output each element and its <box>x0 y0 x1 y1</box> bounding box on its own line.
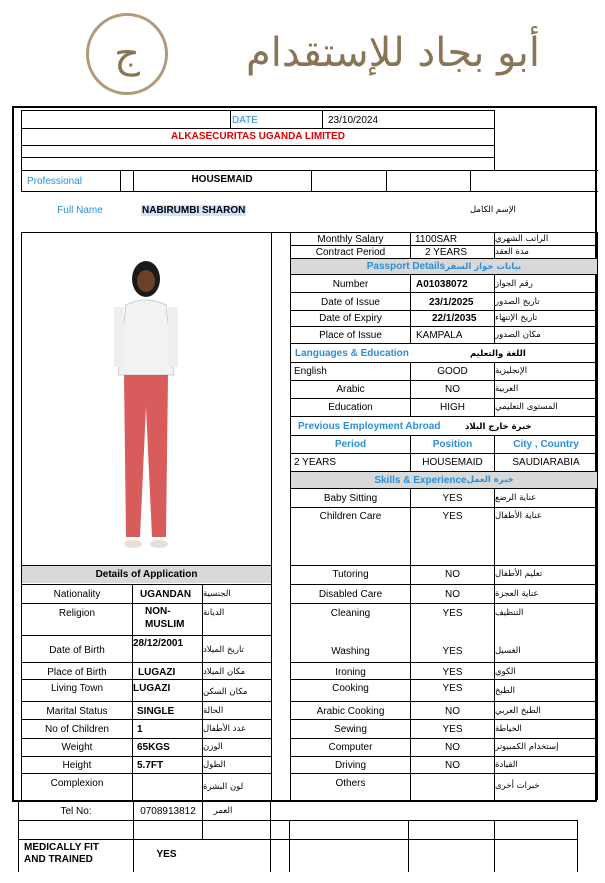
skill-label: Cooking <box>332 682 369 694</box>
app-value: 28/12/2001 <box>133 637 184 649</box>
skill-arabic: عناية العجزة <box>495 589 539 599</box>
skills-header: Skills & Experience خبرة العمل <box>291 472 597 488</box>
app-label: Date of Birth <box>49 644 105 656</box>
skill-label: Children Care <box>319 510 382 522</box>
skill-value: YES <box>442 682 463 694</box>
app-value <box>137 776 202 790</box>
app-label: Marital Status <box>46 705 108 717</box>
skill-value: NO <box>445 588 460 600</box>
medical-value: YES <box>156 848 177 860</box>
skill-value: NO <box>445 705 460 717</box>
employment-period: 2 YEARS <box>294 456 337 468</box>
skill-arabic: الغسيل <box>495 646 521 656</box>
skill-arabic: التنظيف <box>495 608 524 618</box>
app-value: LUGAZI <box>133 682 171 694</box>
fullname-label: Full Name <box>57 204 103 216</box>
education-value: HIGH <box>440 401 465 413</box>
skill-arabic: إستخدام الكمبيوتر <box>495 742 559 752</box>
period-arabic: مدة العقد <box>495 247 529 257</box>
tel-arabic: العمر <box>213 806 233 816</box>
passport-number-value: A01038072 <box>416 278 468 290</box>
agency-name: ALKASECURITAS UGANDA LIMITED <box>171 130 345 142</box>
app-arabic: لون البشرة <box>203 782 244 792</box>
skill-value: NO <box>445 741 460 753</box>
tel-value: 0708913812 <box>140 805 196 817</box>
app-label: Living Town <box>50 682 104 694</box>
skill-label: Tutoring <box>332 568 369 580</box>
fullname-value: NABIRUMBI SHARON <box>142 204 246 216</box>
professional-label: Professional <box>27 175 83 187</box>
skill-value: NO <box>445 568 460 580</box>
skill-arabic: الطبخ <box>495 686 515 696</box>
app-arabic: الجنسية <box>203 589 231 599</box>
arabic-label: Arabic <box>336 383 365 395</box>
employment-country: SAUDIARABIA <box>512 456 580 468</box>
col-position: Position <box>432 438 473 450</box>
app-arabic: الديانة <box>203 608 225 618</box>
education-label: Education <box>328 401 373 413</box>
skill-value: NO <box>445 759 460 771</box>
skill-value: YES <box>442 666 463 678</box>
app-arabic: عدد الأطفال <box>203 724 247 734</box>
app-label: Complexion <box>50 777 104 789</box>
app-value: SINGLE <box>137 705 175 717</box>
skill-value: YES <box>442 645 463 657</box>
app-label: Nationality <box>53 588 101 600</box>
applicant-photo <box>102 257 190 552</box>
issue-date-arabic: تاريخ الصدور <box>495 297 540 307</box>
period-label: Contract Period <box>315 246 386 258</box>
app-arabic: الوزن <box>203 742 223 752</box>
issue-place-label: Place of Issue <box>319 329 382 341</box>
skill-value: YES <box>442 510 463 522</box>
app-arabic: مكان الميلاد <box>203 667 246 677</box>
arabic-arabic: العربية <box>495 384 519 394</box>
app-label: Religion <box>58 607 96 619</box>
salary-label: Monthly Salary <box>317 233 384 245</box>
skill-value: YES <box>442 723 463 735</box>
skill-label: Ironing <box>335 666 366 678</box>
employment-position: HOUSEMAID <box>422 456 483 468</box>
skill-label: Others <box>335 777 366 789</box>
app-value: LUGAZI <box>138 666 176 678</box>
app-arabic: مكان السكن <box>203 687 248 697</box>
languages-header: Languages & Education <box>295 348 409 359</box>
company-logo <box>86 13 168 95</box>
app-value: 65KGS <box>137 741 170 753</box>
professional-value: HOUSEMAID <box>191 173 253 185</box>
app-value: NON- MUSLIM <box>145 606 185 630</box>
skill-arabic: الطبخ العربي <box>495 706 541 716</box>
passport-number-arabic: رقم الجواز <box>495 279 533 289</box>
period-value: 2 YEARS <box>425 246 468 258</box>
app-label: Height <box>62 759 92 771</box>
skill-label: Disabled Care <box>318 588 383 600</box>
skill-label: Washing <box>331 645 370 657</box>
issue-date-label: Date of Issue <box>321 296 380 308</box>
skill-arabic: القيادة <box>495 760 518 770</box>
education-arabic: المستوى التعليمي <box>495 402 558 412</box>
medical-label: MEDICALLY FIT AND TRAINED <box>24 842 100 865</box>
salary-value: 1100SAR <box>415 233 458 245</box>
skill-arabic: خبرات أخرى <box>495 781 540 791</box>
application-header: Details of Application <box>22 566 271 583</box>
salary-arabic: الراتب الشهري <box>495 234 549 244</box>
passport-header: Passport Details بيانات جواز السفر <box>291 259 597 274</box>
app-arabic: الحالة <box>203 706 224 716</box>
english-arabic: الإنجليزية <box>495 366 528 376</box>
skill-label: Sewing <box>334 723 367 735</box>
skill-arabic: عناية الرضع <box>495 493 537 503</box>
skill-value <box>411 776 494 790</box>
skill-label: Computer <box>328 741 373 753</box>
app-label: Place of Birth <box>47 666 107 678</box>
skill-label: Arabic Cooking <box>316 705 385 717</box>
employment-header: Previous Employment Abroad <box>298 421 441 432</box>
app-label: No of Children <box>45 723 109 735</box>
english-value: GOOD <box>437 365 468 377</box>
issue-date-value: 23/1/2025 <box>429 296 474 308</box>
skill-label: Driving <box>334 759 367 771</box>
app-label: Weight <box>61 741 93 753</box>
passport-number-label: Number <box>332 278 369 290</box>
skill-label: Baby Sitting <box>323 492 378 504</box>
issue-place-value: KAMPALA <box>416 329 463 341</box>
employment-header-arabic: خبرة خارج البلاد <box>465 421 532 432</box>
fullname-arabic: الإسم الكامل <box>470 205 516 215</box>
languages-header-arabic: اللغة والتعليم <box>470 348 526 359</box>
app-value: UGANDAN <box>140 588 192 600</box>
expiry-date-label: Date of Expiry <box>319 312 382 324</box>
expiry-date-value: 22/1/2035 <box>432 312 477 324</box>
issue-place-arabic: مكان الصدور <box>495 330 541 340</box>
logo-glyph: ج <box>114 31 140 77</box>
arabic-value: NO <box>445 383 460 395</box>
skill-arabic: عناية الأطفال <box>495 511 542 521</box>
expiry-date-arabic: تاريخ الإنتهاء <box>495 313 538 323</box>
skill-arabic: الكوي <box>495 667 516 677</box>
tel-label: Tel No: <box>60 805 92 817</box>
date-value: 23/10/2024 <box>328 114 379 126</box>
english-label: English <box>294 365 327 377</box>
app-value: 5.7FT <box>137 759 164 771</box>
col-city: City , Country <box>513 438 579 450</box>
app-value: 1 <box>137 723 143 735</box>
skill-value: YES <box>442 607 463 619</box>
skill-value: YES <box>442 492 463 504</box>
col-period: Period <box>334 438 367 450</box>
skill-label: Cleaning <box>330 607 371 619</box>
letterhead <box>0 0 605 104</box>
date-label: DATE <box>232 114 258 126</box>
skill-arabic: تعليم الأطفال <box>495 569 543 579</box>
skill-arabic: الخياطة <box>495 724 522 734</box>
app-arabic: الطول <box>203 760 226 770</box>
app-arabic: تاريخ الميلاد <box>203 645 244 655</box>
brand-name-arabic: أبو بجاد للإستقدام <box>245 30 540 76</box>
